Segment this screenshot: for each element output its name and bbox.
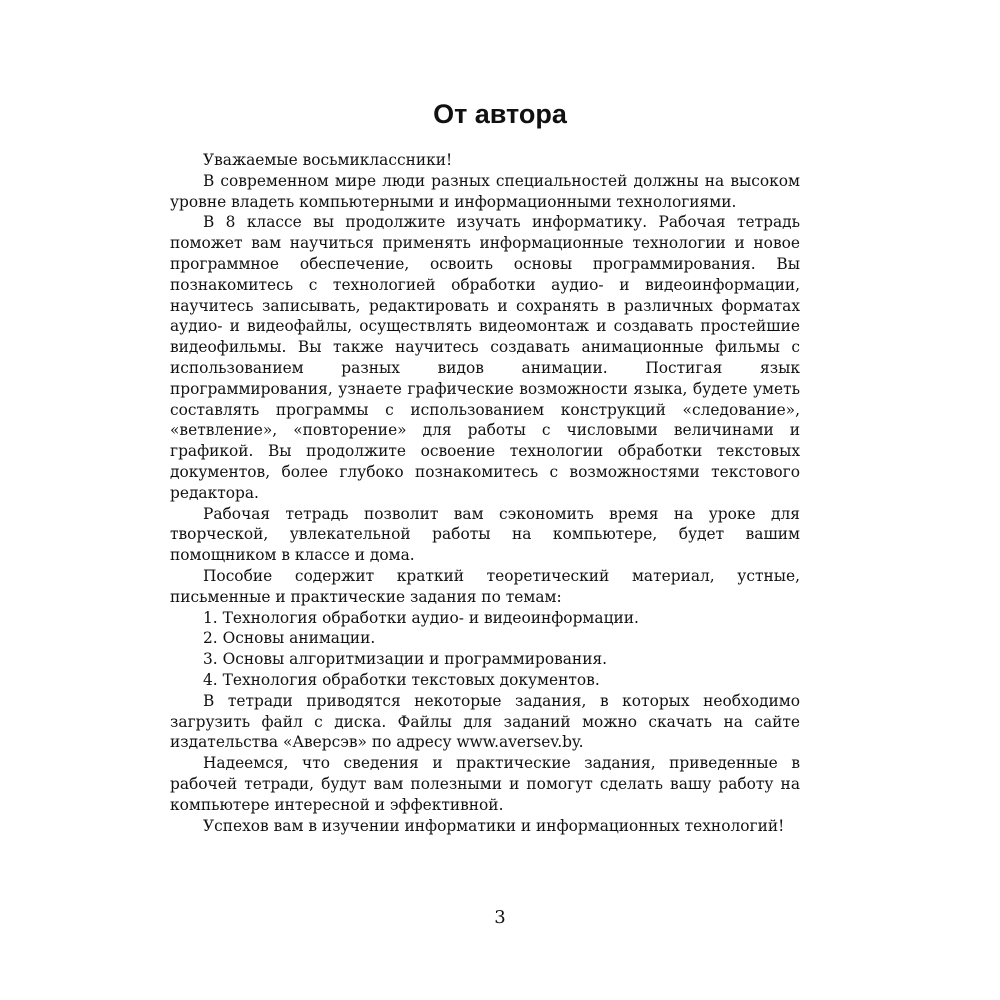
topic-list-item: 3. Основы алгоритмизации и программирования. xyxy=(203,650,608,669)
page-title: От автора xyxy=(433,99,567,129)
topic-list-item: 1. Технология обработки аудио- и видеоинформации. xyxy=(203,608,639,627)
body-paragraph: Рабочая тетрадь позволит вам сэкономить время на уроке для творческой, увлекательной работы на компьютере, будет вашим помощником в классе и дома. xyxy=(170,504,800,565)
page-number: 3 xyxy=(494,907,506,928)
body-paragraph: В тетради приводятся некоторые задания, в которых необходимо загрузить файл с диска. Файлы для заданий можно скачать на сайте издательства «Аверсэв» по адресу www.aversev.by. xyxy=(170,691,800,752)
body-paragraph: В современном мире люди разных специальностей должны на высоком уровне владеть компьютерными и информационными технологиями. xyxy=(170,171,800,211)
body-paragraph: В 8 классе вы продолжите изучать информатику. Рабочая тетрадь поможет вам научиться применять информационные технологии и новое программное обеспечение, освоить основы программирования. Вы познакомитесь с технологией обработки аудио- и видеоинформации, научитесь записывать, редактировать и сохранять в различных форматах аудио- и видеофайлы, осуществлять видеомонтаж и создавать простейшие видеофильмы. Вы также научитесь создавать анимационные фильмы с использованием разных видов анимации. Постигая язык программирования, узнаете графические возможности языка, будете уметь составлять программы с использованием конструкций «следование», «ветвление», «повторение» для работы с числовыми величинами и графикой. Вы продолжите освоение технологии обработки текстовых документов, более глубоко познакомитесь с возможностями текстового редактора. xyxy=(170,213,800,502)
topic-list-item: 4. Технология обработки текстовых документов. xyxy=(203,670,600,689)
topic-list-item: 2. Основы анимации. xyxy=(203,629,376,648)
closing-wish-paragraph: Успехов вам в изучении информатики и информационных технологий! xyxy=(203,816,785,835)
body-paragraph: Надеемся, что сведения и практические задания, приведенные в рабочей тетради, будут вам полезными и помогут сделать вашу работу на компьютере интересной и эффективной. xyxy=(170,754,800,814)
preface-body xyxy=(170,150,800,836)
greeting-paragraph: Уважаемые восьмиклассники! xyxy=(203,151,453,169)
body-paragraph: Пособие содержит краткий теоретический материал, устные, письменные и практические задания по темам: xyxy=(170,566,800,606)
